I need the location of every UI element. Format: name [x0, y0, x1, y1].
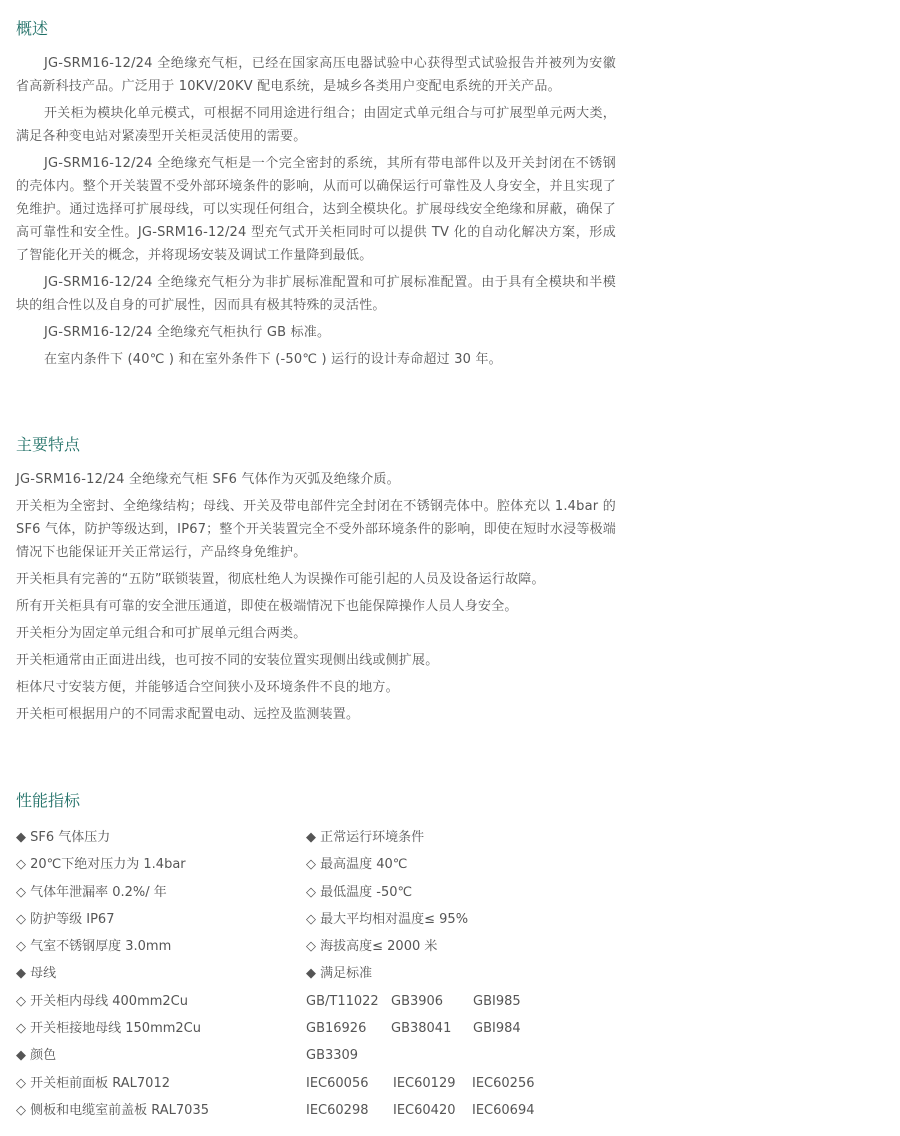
spec-left-item: ◇ 气室不锈钢厚度 3.0mm — [16, 939, 172, 955]
standard-code: GBI985 — [473, 993, 521, 1009]
standards-row — [306, 1017, 636, 1041]
feature-item: 开关柜可根据用户的不同需求配置电动、远控及监测装置。 — [16, 707, 360, 722]
spec-row — [16, 853, 636, 880]
standard-code: GB/T11022 — [306, 993, 379, 1009]
spec-left-item: ◆ SF6 气体压力 — [16, 830, 111, 845]
spec-left-item: ◇ 开关柜内母线 400mm2Cu — [16, 993, 188, 1009]
standard-code: IEC60420 — [393, 1102, 456, 1118]
standard-code: IEC60129 — [393, 1075, 456, 1091]
overview-paragraph: JG-SRM16-12/24 全绝缘充气柜执行 GB 标准。 — [44, 325, 331, 340]
features-list — [16, 468, 616, 730]
standard-code: GB3309 — [306, 1048, 359, 1064]
spec-row — [16, 1072, 636, 1099]
standard-code: IEC60256 — [472, 1075, 535, 1091]
standard-code: GB16926 — [306, 1021, 367, 1037]
specs-title: 性能指标 — [16, 791, 81, 810]
standards-row — [306, 990, 636, 1014]
standard-code: GB38041 — [391, 1021, 452, 1037]
spec-row — [16, 826, 636, 853]
standards-row — [306, 1044, 636, 1068]
overview-paragraph: JG-SRM16-12/24 全绝缘充气柜分为非扩展标准配置和可扩展标准配置。由于具有全模块和半模块的组合性以及自身的可扩展性，因而具有极其特殊的灵活性。 — [16, 275, 616, 313]
feature-item: JG-SRM16-12/24 全绝缘充气柜 SF6 气体作为灭弧及绝缘介质。 — [16, 472, 400, 487]
spec-left-item: ◆ 颜色 — [16, 1048, 57, 1064]
overview-paragraph: 在室内条件下 (40℃ ) 和在室外条件下 (-50℃ ) 运行的设计寿命超过 30 年。 — [44, 352, 502, 367]
feature-item: 开关柜通常由正面进出线，也可按不同的安装位置实现侧出线或侧扩展。 — [16, 653, 439, 668]
overview-paragraph: JG-SRM16-12/24 全绝缘充气柜是一个完全密封的系统，其所有带电部件以及开关封闭在不锈钢的壳体内。整个开关装置不受外部环境条件的影响，从而可以确保运行可靠性及人身安全，并且实现了免维护。通过选择可扩展母线，可以实现任何组合，达到全模块化。扩展母线安全绝缘和屏蔽，确保了高可靠性和安全性。JG-SRM16-12/24 型充气式开关柜同时可以提供 TV 化的自动化解决方案，形成了智能化开关的概念，并将现场安装及调试工作量降到最低。 — [16, 156, 616, 263]
standards-row — [306, 1072, 636, 1096]
spec-left-item: ◇ 气体年泄漏率 0.2%/ 年 — [16, 884, 167, 900]
feature-item: 柜体尺寸安装方便，并能够适合空间狭小及环境条件不良的地方。 — [16, 680, 399, 695]
spec-left-item: ◆ 母线 — [16, 966, 57, 982]
spec-row — [16, 1099, 636, 1126]
overview-body — [16, 52, 616, 375]
spec-left-item: ◇ 开关柜接地母线 150mm2Cu — [16, 1021, 201, 1037]
spec-row — [16, 908, 636, 935]
features-title: 主要特点 — [16, 435, 81, 454]
spec-right-item: ◆ 正常运行环境条件 — [306, 830, 425, 845]
spec-row — [16, 881, 636, 908]
feature-item: 开关柜为全密封、全绝缘结构；母线、开关及带电部件完全封闭在不锈钢壳体中。腔体充以 1.4bar 的 SF6 气体，防护等级达到，IP67；整个开关装置完全不受外部环境条件的影响，即使在短时水浸等极端情况下也能保证开关正常运行，产品终身免维护。 — [16, 499, 616, 560]
spec-right-item: ◆ 满足标准 — [306, 966, 373, 982]
overview-title: 概述 — [16, 19, 49, 38]
feature-item: 开关柜分为固定单元组合和可扩展单元组合两类。 — [16, 626, 307, 641]
spec-left-item: ◇ 侧板和电缆室前盖板 RAL7035 — [16, 1102, 209, 1118]
standards-row — [306, 1099, 636, 1123]
spec-right-item: ◇ 最低温度 -50℃ — [306, 884, 413, 900]
standard-code: GBI984 — [473, 1021, 521, 1037]
spec-row — [16, 1017, 636, 1044]
spec-row — [16, 962, 636, 989]
standard-code: GB3906 — [391, 993, 444, 1009]
spec-left-item: ◇ 防护等级 IP67 — [16, 911, 115, 927]
spec-row — [16, 990, 636, 1017]
spec-row — [16, 1044, 636, 1071]
spec-left-item: ◇ 20℃下绝对压力为 1.4bar — [16, 857, 186, 873]
standard-code: IEC60298 — [306, 1102, 369, 1118]
feature-item: 开关柜具有完善的“五防”联锁装置，彻底杜绝人为误操作可能引起的人员及设备运行故障。 — [16, 572, 545, 587]
overview-paragraph: JG-SRM16-12/24 全绝缘充气柜，已经在国家高压电器试验中心获得型式试验报告并被列为安徽省高新科技产品。广泛用于 10KV/20KV 配电系统，是城乡各类用户变配电系统的开关产品。 — [16, 56, 616, 94]
overview-paragraph: 开关柜为模块化单元模式，可根据不同用途进行组合；由固定式单元组合与可扩展型单元两大类，满足各种变电站对紧凑型开关柜灵活使用的需要。 — [16, 106, 616, 144]
spec-left-item: ◇ 开关柜前面板 RAL7012 — [16, 1075, 170, 1091]
spec-right-item: ◇ 最大平均相对温度≤ 95% — [306, 911, 469, 927]
spec-right-item: ◇ 最高温度 40℃ — [306, 857, 408, 873]
specs-table — [16, 826, 636, 1126]
standard-code: IEC60056 — [306, 1075, 369, 1091]
spec-right-item: ◇ 海拔高度≤ 2000 米 — [306, 939, 438, 955]
feature-item: 所有开关柜具有可靠的安全泄压通道，即使在极端情况下也能保障操作人员人身安全。 — [16, 599, 518, 614]
spec-row — [16, 935, 636, 962]
standard-code: IEC60694 — [472, 1102, 535, 1118]
